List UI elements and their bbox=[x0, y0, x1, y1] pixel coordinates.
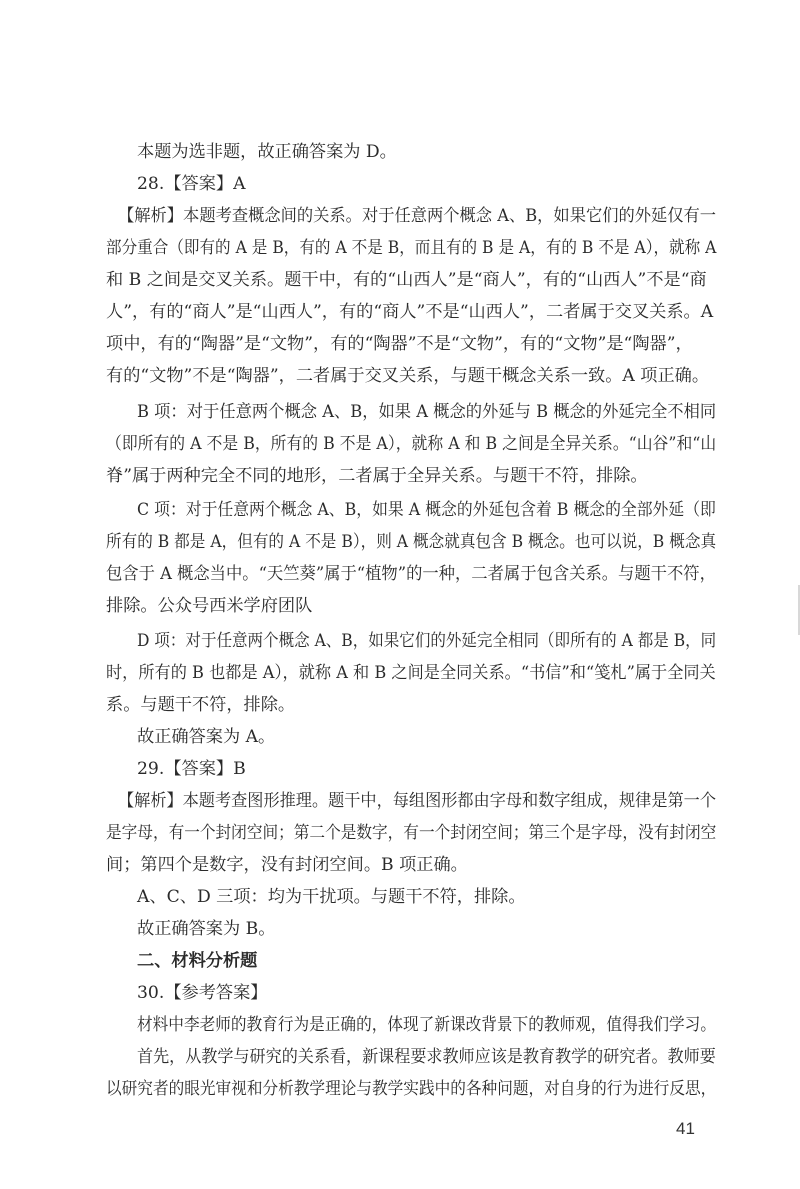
text-line: 项中，有的“陶器”是“文物”，有的“陶器”不是“文物”，有的“文物”是“陶器”， bbox=[106, 334, 693, 354]
text-line: 是字母，有一个封闭空间；第二个是数字，有一个封闭空间；第三个是字母，没有封闭空 bbox=[106, 823, 717, 843]
text-line: 包含于 A 概念当中。“天竺葵”属于“植物”的一种，二者属于包含关系。与题干不符， bbox=[106, 564, 716, 584]
text-line: 和 B 之间是交叉关系。题干中，有的“山西人”是“商人”，有的“山西人”不是“商 bbox=[106, 270, 707, 290]
text-line: 本题为选非题，故正确答案为 D。 bbox=[137, 142, 397, 162]
answer-heading-30: 30.【参考答案】 bbox=[137, 983, 268, 1003]
text-line: 首先，从教学与研究的关系看，新课程要求教师应该是教育教学的研究者。教师要 bbox=[137, 1047, 716, 1067]
text-line: 人”，有的“商人”是“山西人”，有的“商人”不是“山西人”，二者属于交叉关系。A bbox=[106, 302, 714, 322]
text-line: 材料中李老师的教育行为是正确的，体现了新课改背景下的教师观，值得我们学习。 bbox=[137, 1015, 716, 1035]
text-line: 系。与题干不符，排除。 bbox=[106, 695, 296, 715]
text-line: C 项：对于任意两个概念 A、B，如果 A 概念的外延包含着 B 概念的全部外延（即 bbox=[137, 500, 716, 520]
text-line: 故正确答案为 B。 bbox=[137, 919, 276, 939]
answer-heading-28: 28.【答案】A bbox=[137, 174, 246, 194]
section-heading: 二、材料分析题 bbox=[137, 951, 258, 971]
text-line: D 项：对于任意两个概念 A、B，如果它们的外延完全相同（即所有的 A 都是 B，同 bbox=[137, 631, 717, 651]
text-line: A、C、D 三项：均为干扰项。与题干不符，排除。 bbox=[137, 887, 526, 907]
text-line: 脊”属于两种完全不同的地形，二者属于全异关系。与题干不符，排除。 bbox=[106, 466, 648, 486]
text-line: 【解析】本题考查图形推理。题干中，每组图形都由字母和数字组成，规律是第一个 bbox=[118, 791, 716, 811]
answer-heading-29: 29.【答案】B bbox=[137, 759, 246, 779]
text-line: 间；第四个是数字，没有封闭空间。B 项正确。 bbox=[106, 855, 468, 875]
text-line: 以研究者的眼光审视和分析教学理论与教学实践中的各种问题，对自身的行为进行反思， bbox=[106, 1079, 717, 1099]
text-line: 排除。公众号西米学府团队 bbox=[106, 596, 313, 616]
text-line: （即所有的 A 不是 B，所有的 B 不是 A），就称 A 和 B 之间是全异关系。“山谷”和“山 bbox=[106, 434, 717, 454]
text-line: 时，所有的 B 也都是 A），就称 A 和 B 之间是全同关系。“书信”和“笺札”属于全同关 bbox=[106, 663, 716, 683]
text-line: 部分重合（即有的 A 是 B，有的 A 不是 B，而且有的 B 是 A，有的 B 不是 A），就称 A bbox=[106, 238, 717, 258]
text-line: 有的“文物”不是“陶器”，二者属于交叉关系，与题干概念关系一致。A 项正确。 bbox=[106, 366, 710, 386]
text-line: 所有的 B 都是 A，但有的 A 不是 B），则 A 概念就真包含 B 概念。也可以说，B 概念真 bbox=[106, 532, 717, 552]
page-number: 41 bbox=[676, 1119, 695, 1138]
text-line: 【解析】本题考查概念间的关系。对于任意两个概念 A、B，如果它们的外延仅有一 bbox=[118, 206, 717, 226]
text-line: 故正确答案为 A。 bbox=[137, 727, 276, 747]
text-line: B 项：对于任意两个概念 A、B，如果 A 概念的外延与 B 概念的外延完全不相同 bbox=[137, 402, 717, 422]
